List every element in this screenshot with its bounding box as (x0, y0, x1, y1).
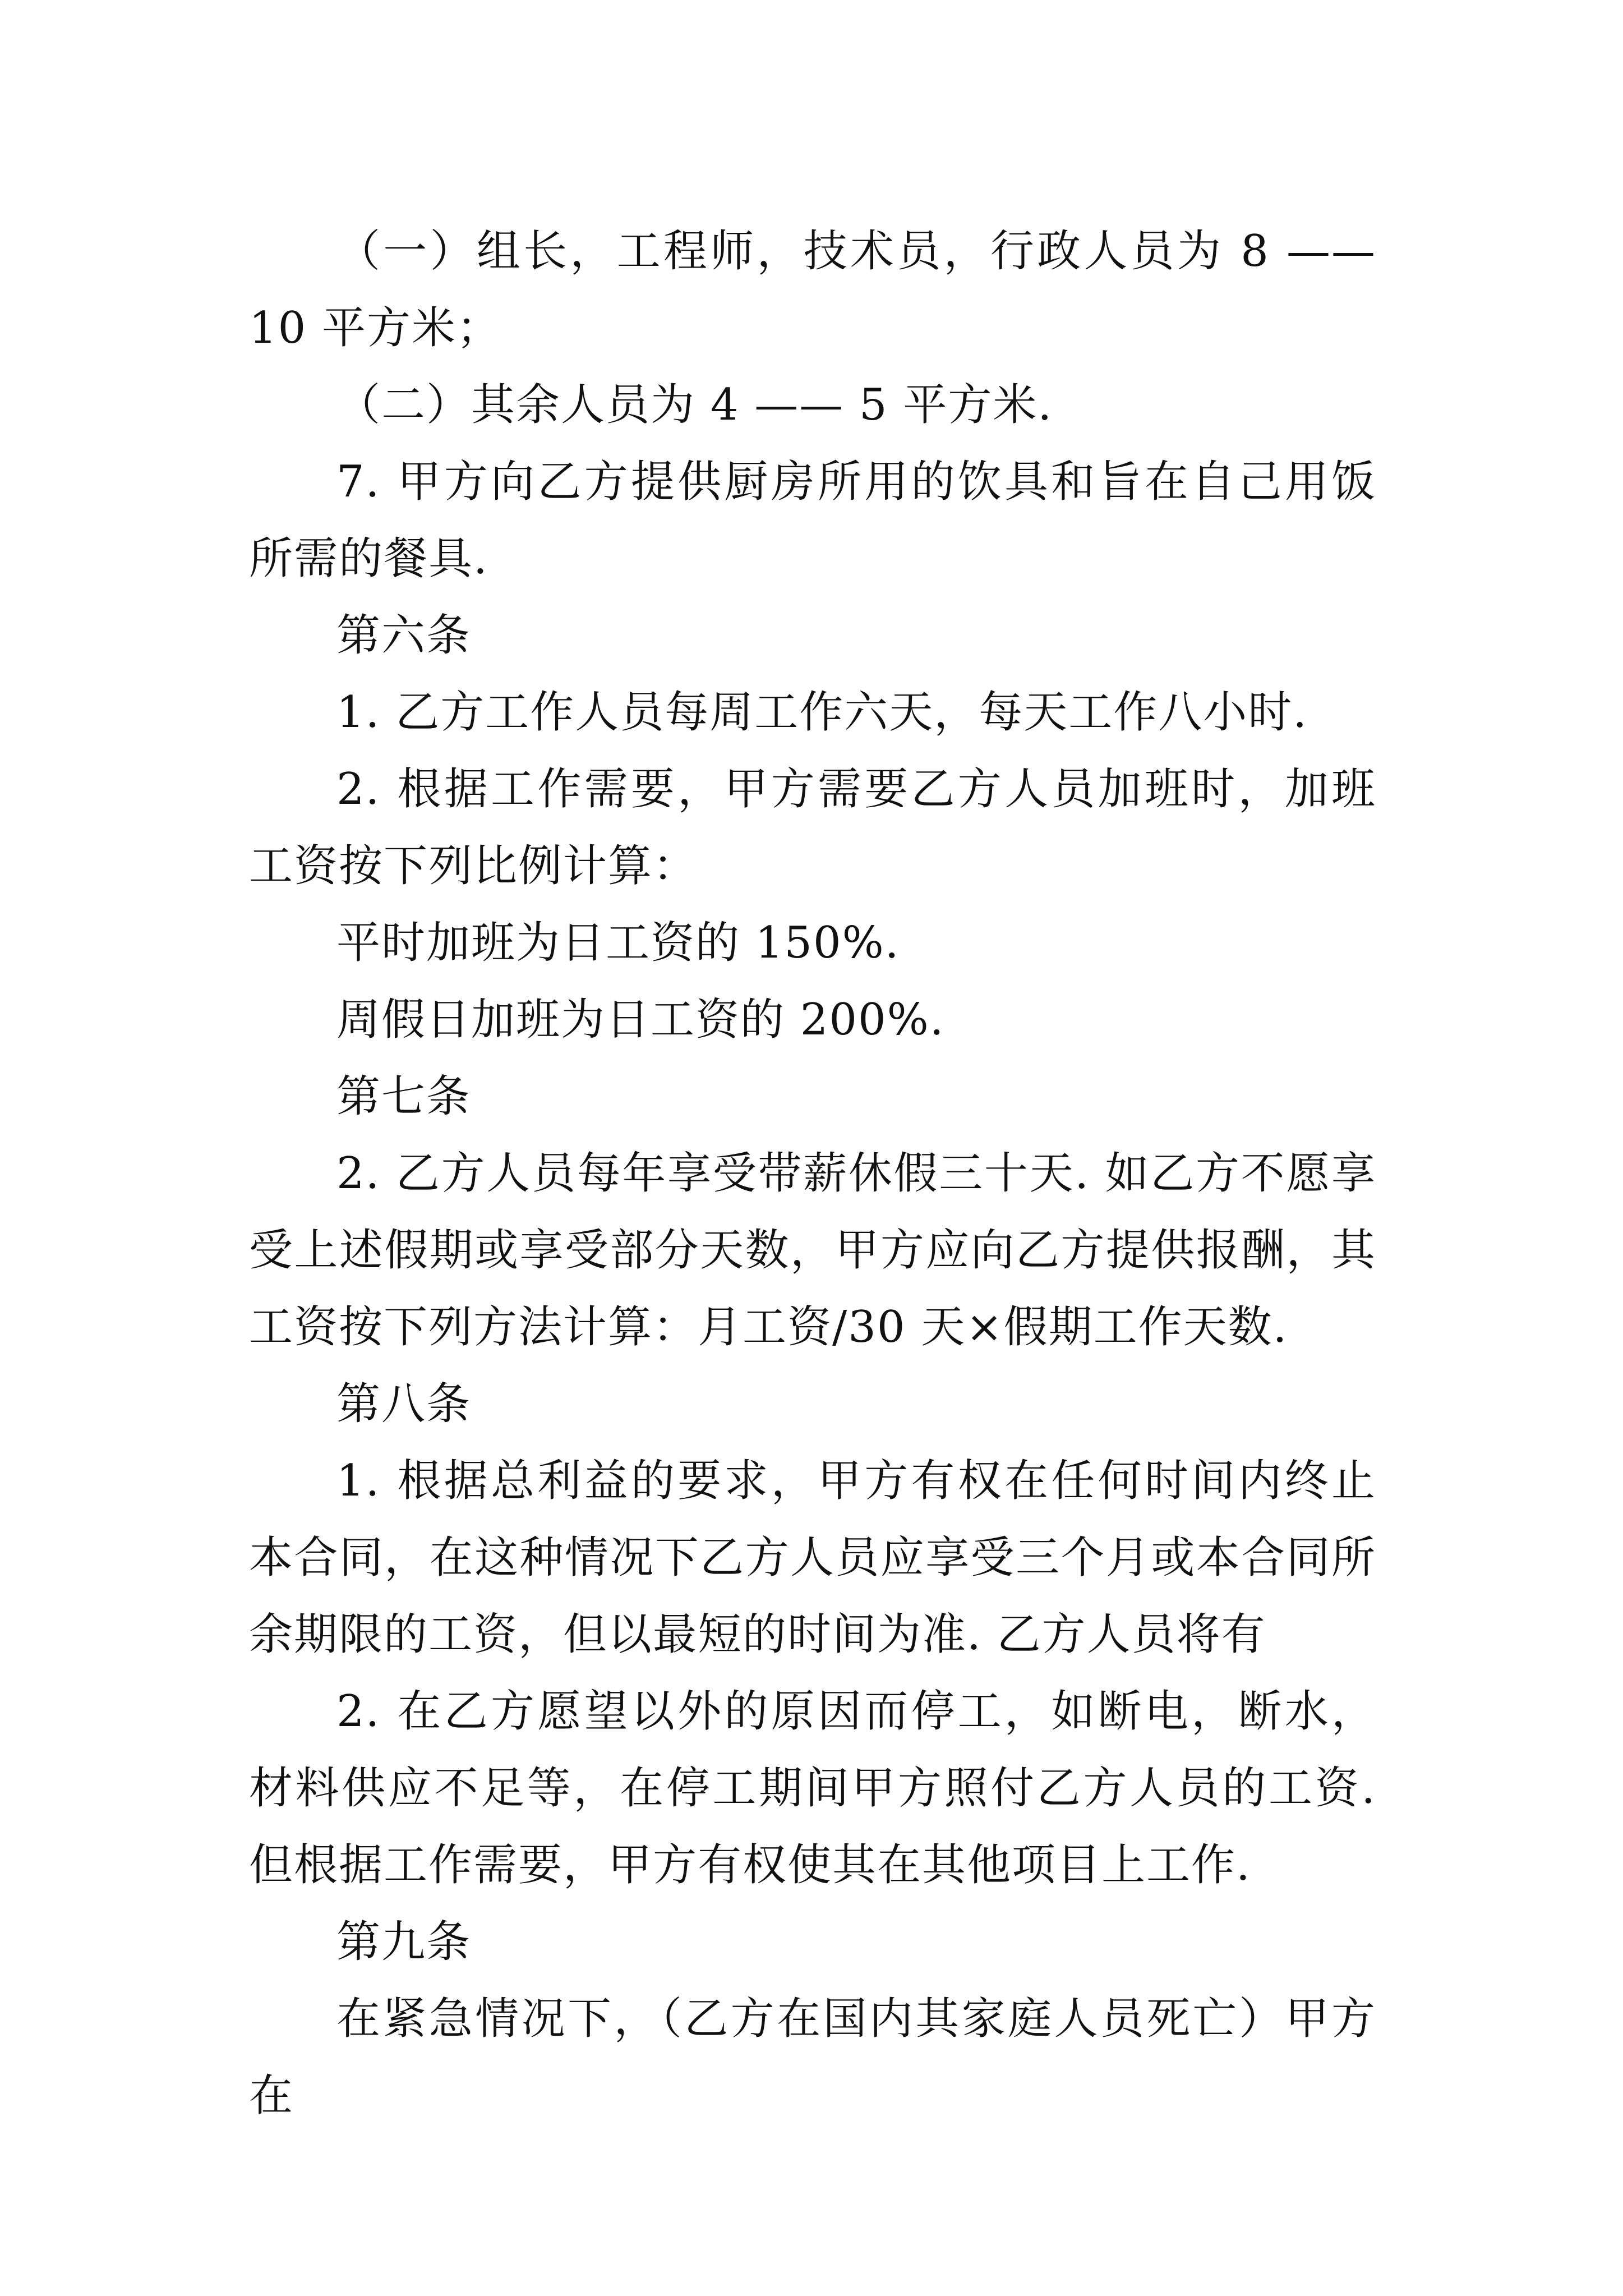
paragraph-overtime: 2. 根据工作需要，甲方需要乙方人员加班时，加班工资按下列比例计算： (249, 764, 1376, 891)
paragraph-paid-leave: 2. 乙方人员每年享受带薪休假三十天. 如乙方不愿享受上述假期或享受部分天数，甲方应向乙方提供报酬，其工资按下列方法计算：月工资/30 天×假期工作天数. (249, 1148, 1376, 1352)
paragraph-area-leaders: （一）组长，工程师，技术员，行政人员为 8 —— 10 平方米； (249, 226, 1376, 353)
article-heading-6: 第六条 (336, 610, 472, 661)
paragraph-termination: 1. 根据总利益的要求，甲方有权在任何时间内终止本合同，在这种情况下乙方人员应享受三个月或本合同所余期限的工资，但以最短的时间为准. 乙方人员将有 (249, 1456, 1376, 1660)
article-heading-8: 第八条 (336, 1379, 472, 1429)
article-heading-9: 第九条 (336, 1917, 472, 1967)
paragraph-work-hours: 1. 乙方工作人员每周工作六天，每天工作八小时. (336, 687, 1308, 738)
article-heading-7: 第七条 (336, 1071, 472, 1122)
paragraph-emergency: 在紧急情况下，（乙方在国内其家庭人员死亡）甲方在 (249, 1994, 1376, 2121)
paragraph-item-7-tableware: 7. 甲方向乙方提供厨房所用的饮具和旨在自己用饭所需的餐具. (249, 457, 1376, 584)
paragraph-weekday-overtime-rate: 平时加班为日工资的 150%. (336, 918, 900, 968)
paragraph-area-others: （二）其余人员为 4 —— 5 平方米. (336, 380, 1053, 430)
paragraph-work-stoppage: 2. 在乙方愿望以外的原因而停工，如断电，断水，材料供应不足等，在停工期间甲方照付乙方人员的工资. 但根据工作需要，甲方有权使其在其他项目上工作. (249, 1686, 1376, 1890)
document-body (249, 213, 1376, 2134)
paragraph-holiday-overtime-rate: 周假日加班为日工资的 200%. (336, 995, 945, 1045)
